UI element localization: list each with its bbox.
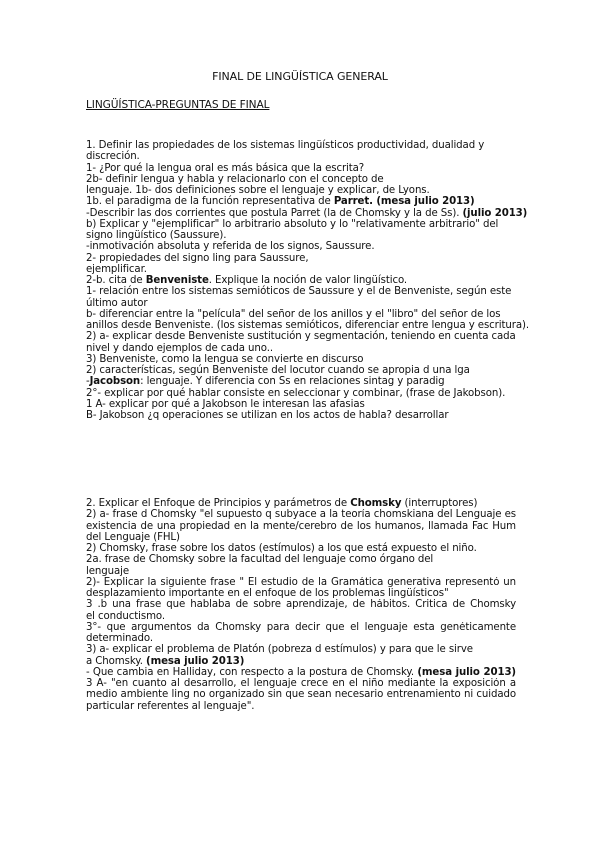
text-span: anillos desde Benveniste. (los sistemas semióticos, diferenciar entre lengua y escritura). [86,320,529,331]
page-title: FINAL DE LINGÜÍSTICA GENERAL [212,70,388,83]
text-line [86,644,516,655]
text-line [86,151,516,162]
text-line [86,410,516,421]
text-line [86,275,516,286]
text-line [86,230,516,241]
text-span: 3 .b una frase que hablaba de sobre aprendizaje, de hábitos. Critica de Chomsky [86,599,516,611]
text-span: discreción. [86,151,140,163]
text-span: nivel y dando ejemplos de cada uno.. [86,342,273,354]
text-line [86,298,516,309]
text-span: -Describir las dos corrientes que postula Parret (la de Chomsky y la de Ss). [86,207,463,219]
text-span: 3) a- explicar el problema de Platón (pobreza d estímulos) y para que le sirve [86,644,473,656]
text-line [86,399,516,410]
text-line [86,678,516,689]
text-span: lenguaje. 1b- dos definiciones sobre el lenguaje y explicar, de Lyons. [86,185,430,196]
text-span: 2) Chomsky, frase sobre los datos (estímulos) a los que está expuesto el niño. [86,543,477,554]
text-line [86,599,516,610]
text-line [86,320,529,331]
text-line [86,588,516,599]
bold-text: (mesa julio 2013) [146,655,245,667]
text-line [86,286,516,297]
text-line [86,554,516,565]
text-span: a Chomsky. [86,655,147,667]
text-line [86,656,516,667]
bold-text: (julio 2013) [462,207,528,219]
text-line [86,163,516,174]
text-line [86,354,516,365]
text-line [86,174,516,185]
text-span: . Explique la noción de valor lingüístico. [208,275,408,286]
text-line [86,207,528,219]
text-line [86,185,516,196]
text-span: del Lenguaje (FHL) [86,531,180,543]
text-line [86,388,516,399]
text-span: 2b- definir lengua y habla y relacionarlo con el concepto de [86,173,384,185]
bold-text: Jacobson [89,376,141,388]
text-span: 2- propiedades del signo ling para Saussure, [86,252,309,264]
text-span: 2) a- explicar desde Benveniste sustitución y segmentación, teniendo en cuenta cada [86,331,516,343]
section-1-questions [86,140,529,421]
text-line [86,521,516,532]
text-span: 1b. el paradigma de la función representativa de [86,196,334,208]
text-span: particular referentes al lenguaje". [86,700,255,712]
text-line [86,622,516,633]
text-span: signo lingüístico (Saussure). [86,230,227,241]
text-span: 3°- que argumentos da Chomsky para decir que el lenguaje esta genéticamente [86,621,516,633]
text-line [86,196,516,207]
text-span: 2) a- frase d Chomsky "el supuesto q subyace a la teoría chomskiana del Lenguaje es [86,509,516,521]
text-line [86,309,516,320]
text-line [86,566,516,577]
text-span: 3 A- "en cuanto al desarrollo, el lenguaje crece en el niño mediante la exposición a [86,678,516,689]
text-line [86,689,516,700]
text-span: 2) características, según Benveniste del locutor cuando se apropia d una lga [86,365,470,376]
text-span: 2-b. cita de [86,275,146,286]
text-span: lenguaje [86,565,130,577]
text-line [86,376,516,387]
text-span: 2. Explicar el Enfoque de Principios y parámetros de [86,498,351,509]
text-span: : lenguaje. Y diferencia con Ss en relaciones sintag y paradig [140,376,445,388]
text-span: - Que cambia en Halliday, con respecto a la postura de Chomsky. [86,666,418,678]
text-span: (interruptores) [401,498,478,509]
text-span: 1- relación entre los sistemas semióticos de Saussure y el de Benveniste, según este [86,286,512,298]
text-span: existencia de una propiedad en la mente/cerebro de los humanos, llamada Fac Hum [86,520,516,532]
text-line [86,253,516,264]
text-line [86,264,516,275]
text-span: 2)- Explicar la siguiente frase " El estudio de la Gramática generativa representó un [86,576,516,588]
text-span: b- diferenciar entre la "película" del señor de los anillos y el "libro" del señor de los [86,308,501,320]
text-line [86,701,516,712]
text-span: desplazamiento importante en el enfoque de los problemas lingüísticos" [86,588,449,599]
text-line [86,241,516,252]
text-span: 1- ¿Por qué la lengua oral es más básica que la escrita? [86,162,365,174]
bold-text: Parret. (mesa julio 2013) [333,196,475,208]
section-2-questions [86,498,516,712]
page-subtitle: LINGÜÍSTICA-PREGUNTAS DE FINAL [86,99,270,111]
text-span: -inmotivación absoluta y referida de los signos, Saussure. [86,241,375,253]
bold-text: Chomsky [350,498,402,509]
text-line [86,577,516,588]
text-line [86,140,516,151]
text-line [86,331,516,342]
text-line [86,611,516,622]
bold-text: (mesa julio 2013) [417,666,516,678]
text-span: 1. Definir las propiedades de los sistemas lingüísticos productividad, dualidad y [86,140,485,151]
text-span: 3) Benveniste, como la lengua se convierte en discurso [86,353,364,365]
text-span: B- Jakobson ¿q operaciones se utilizan en los actos de habla? desarrollar [86,410,449,421]
text-line [86,498,516,509]
text-line [86,343,516,354]
text-line [86,543,516,554]
bold-text: Benveniste [145,275,209,286]
text-span: ejemplificar. [86,263,147,275]
text-line [86,365,516,376]
text-span: 2a. frase de Chomsky sobre la facultad del lenguaje como órgano del [86,554,434,566]
text-span: el conductismo. [86,610,166,622]
text-line [86,219,516,230]
text-span: 2°- explicar por qué hablar consiste en seleccionar y combinar, (frase de Jakobson). [86,387,506,399]
text-span: b) Explicar y "ejemplificar" lo arbitrario absoluto y lo "relativamente arbitrario" del [86,218,499,230]
text-line [86,633,516,644]
text-span: último autor [86,297,148,309]
text-span: medio ambiente ling no organizado sin que sean necesario entrenamiento ni cuidado [86,689,516,701]
text-span: - [86,376,90,388]
text-line [86,667,516,678]
text-line [86,509,516,520]
text-span: determinado. [86,633,154,644]
text-span: 1 A- explicar por qué a Jakobson le interesan las afasias [86,398,365,410]
text-line [86,532,516,543]
